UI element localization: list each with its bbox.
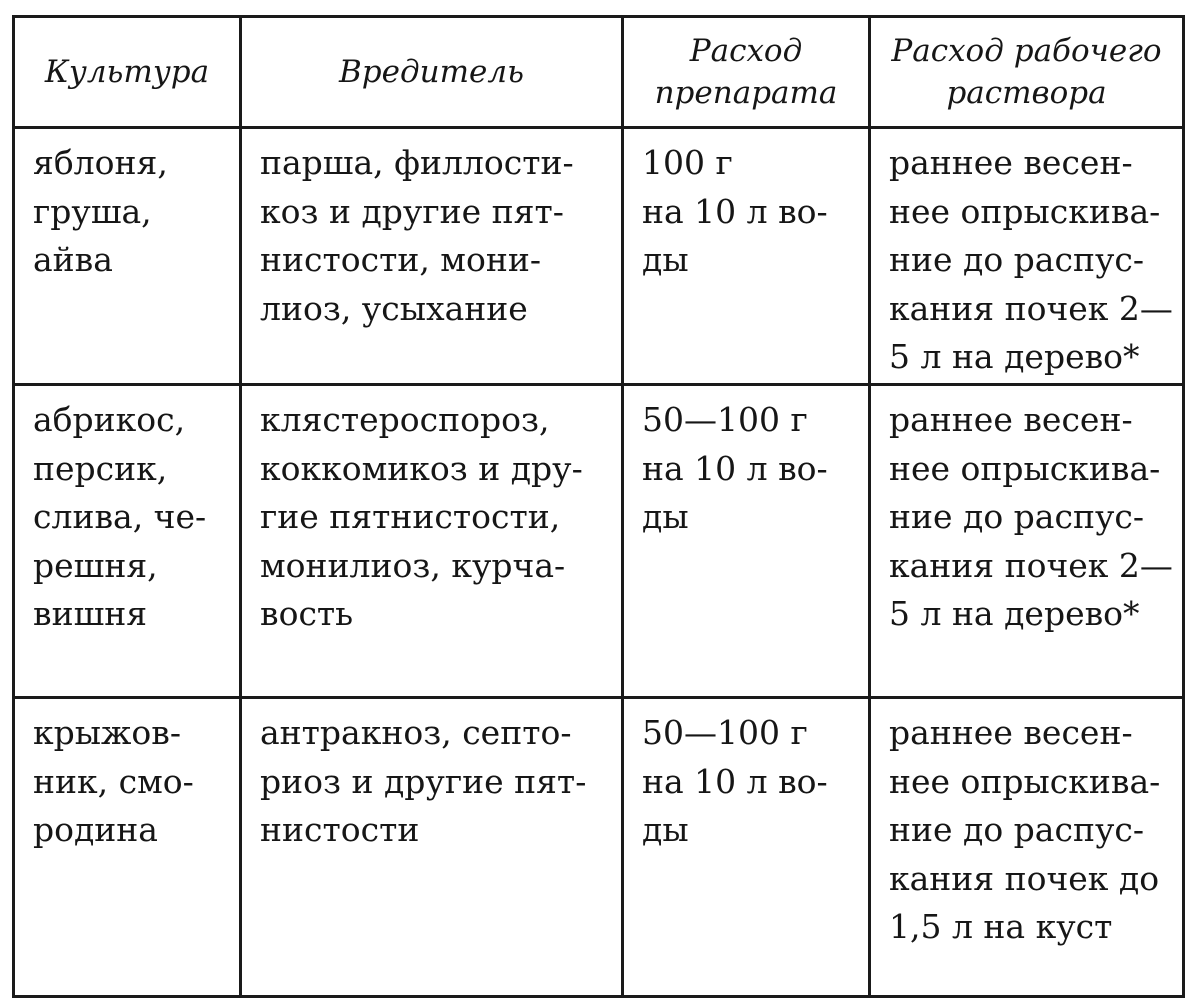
cell-pest — [241, 385, 623, 698]
cell-line: вость — [260, 594, 354, 633]
cell-line: раннее весен- — [889, 143, 1133, 182]
cell-line: яблоня, — [33, 143, 168, 182]
cell-line: монилиоз, курча- — [260, 545, 566, 585]
cell-line: нее опрыскива- — [889, 191, 1161, 231]
cell-line: на 10 л во- — [642, 448, 828, 488]
cell-line: гие пятнистости, — [260, 497, 561, 536]
cell-line: 100 г — [642, 143, 733, 182]
cell-line: 50—100 г — [642, 713, 808, 752]
cell-line: груша, — [33, 191, 152, 231]
treatment-table — [12, 15, 1185, 998]
header-row — [14, 17, 1184, 128]
cell-line: коз и другие пят- — [260, 191, 564, 231]
cell-crop — [14, 128, 241, 385]
cell-line: ды — [642, 810, 689, 849]
cell-dose — [623, 128, 870, 385]
cell-line: нее опрыскива- — [889, 761, 1161, 801]
cell-line: айва — [33, 240, 113, 279]
cell-line: коккомикоз и дру- — [260, 448, 583, 488]
header-solution-line: раствора — [946, 75, 1107, 111]
cell-line: ды — [642, 240, 689, 279]
cell-line: ние до распус- — [889, 810, 1145, 849]
cell-solution — [870, 698, 1184, 997]
cell-line: нистости, мони- — [260, 240, 541, 279]
cell-line: родина — [33, 810, 158, 849]
header-solution — [870, 17, 1184, 128]
table-row — [14, 385, 1184, 698]
cell-line: ние до распус- — [889, 497, 1145, 536]
cell-pest — [241, 698, 623, 997]
cell-line: кания почек 2— — [889, 545, 1173, 585]
cell-line: кания почек до — [889, 858, 1160, 898]
cell-line: на 10 л во- — [642, 191, 828, 231]
cell-line: 5 л на дерево* — [889, 337, 1140, 376]
cell-line: ды — [642, 497, 689, 536]
cell-line: на 10 л во- — [642, 761, 828, 801]
cell-line: парша, филлости- — [260, 143, 574, 182]
header-pest-line: Вредитель — [339, 54, 524, 90]
cell-line: антракноз, септо- — [260, 713, 572, 752]
header-dose-line: Расход — [689, 33, 803, 69]
cell-pest — [241, 128, 623, 385]
cell-line: вишня — [33, 594, 148, 633]
cell-line: 5 л на дерево* — [889, 594, 1140, 633]
cell-solution — [870, 128, 1184, 385]
cell-line: 1,5 л на куст — [889, 907, 1113, 946]
cell-line: персик, — [33, 448, 168, 488]
cell-line: крыжов- — [33, 713, 181, 752]
header-pest — [241, 17, 623, 128]
cell-line: кания почек 2— — [889, 288, 1173, 328]
cell-line: раннее весен- — [889, 400, 1133, 439]
cell-line: лиоз, усыхание — [260, 288, 528, 328]
table-row — [14, 128, 1184, 385]
header-crop — [14, 17, 241, 128]
cell-dose — [623, 385, 870, 698]
cell-solution — [870, 385, 1184, 698]
cell-line: клястероспороз, — [260, 400, 550, 439]
cell-line: решня, — [33, 545, 158, 585]
header-crop-line: Культура — [44, 54, 210, 90]
cell-line: раннее весен- — [889, 713, 1133, 752]
cell-dose — [623, 698, 870, 997]
header-solution-line: Расход рабочего — [891, 33, 1162, 69]
cell-line: ние до распус- — [889, 240, 1145, 279]
cell-line: ник, смо- — [33, 761, 194, 801]
cell-line: слива, че- — [33, 497, 207, 536]
header-dose — [623, 17, 870, 128]
header-dose-line: препарата — [654, 75, 838, 111]
cell-line: риоз и другие пят- — [260, 761, 587, 801]
cell-line: нее опрыскива- — [889, 448, 1161, 488]
cell-line: 50—100 г — [642, 400, 808, 439]
cell-crop — [14, 385, 241, 698]
cell-crop — [14, 698, 241, 997]
cell-line: нистости — [260, 810, 420, 849]
cell-line: абрикос, — [33, 400, 186, 439]
table-row — [14, 698, 1184, 997]
